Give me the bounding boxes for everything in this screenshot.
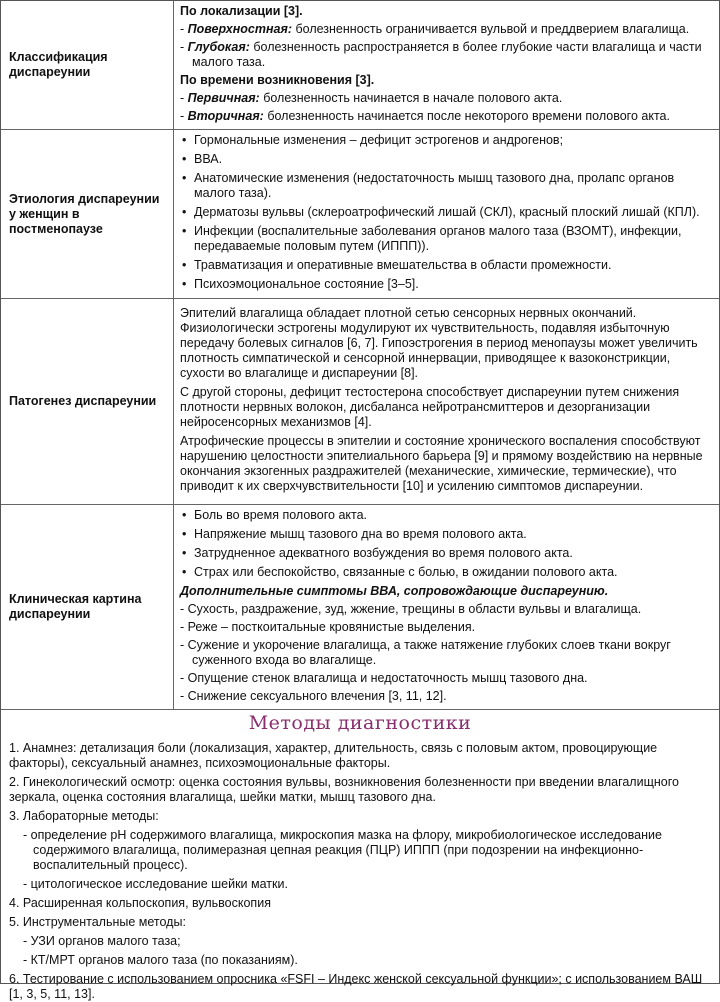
methods-subitem: - КТ/МРТ органов малого таза (по показаниям).	[23, 953, 298, 967]
methods-subitem: - цитологическое исследование шейки матки.	[23, 877, 288, 891]
row-label-etiology: Этиология диспареунии у женщин в постменопаузе	[1, 130, 174, 299]
methods-subitem: - определение pH содержимого влагалища, микроскопия мазка на флору, микробиологическое исследование содержимого влагалища, полимеразная цепная реакция (ПЦР) ИППП (при подозрении на инфекционно-воспалительный процесс).	[23, 828, 662, 872]
row-pathogenesis	[1, 299, 719, 505]
methods-item: 5. Инструментальные методы:	[9, 915, 186, 929]
row-classification	[1, 1, 719, 130]
list-item: • Боль во время полового акта.	[180, 508, 713, 523]
list-item: - Поверхностная: болезненность ограничивается вульвой и преддверием влагалища.	[180, 22, 690, 36]
methods-item: 3. Лабораторные методы:	[9, 809, 159, 823]
row-etiology	[1, 130, 719, 299]
row-content-clinical	[174, 505, 720, 710]
methods-item: 4. Расширенная кольпоскопия, вульвоскопия	[9, 896, 271, 910]
list-item: - Реже – посткоитальные кровянистые выделения.	[180, 620, 476, 634]
row-clinical-picture	[1, 505, 719, 710]
methods-item: 6. Тестирование с использованием опросника «FSFI – Индекс женской сексуальной функции»; с использованием ВАШ [1, 3, 5, 11, 13].	[9, 972, 703, 1001]
list-item: - Опущение стенок влагалища и недостаточность мышц тазового дна.	[180, 671, 588, 685]
methods-subitem: - УЗИ органов малого таза;	[23, 934, 181, 948]
list-item: • Затрудненное адекватного возбуждения во время полового акта.	[180, 546, 713, 561]
row-content-classification	[174, 1, 720, 130]
methods-section	[1, 710, 719, 1002]
row-label-clinical: Клиническая картина диспареунии	[1, 505, 174, 710]
methods-item: 1. Анамнез: детализация боли (локализация, характер, длительность, связь с половым актом, провоцирующие факторы), сексуальный анамнез, психоэмоциональные факторы.	[9, 741, 658, 770]
list-item: - Сухость, раздражение, зуд, жжение, трещины в области вульвы и влагалища.	[180, 602, 642, 616]
list-item: • Гормональные изменения – дефицит эстрогенов и андрогенов;	[180, 133, 713, 148]
list-item: - Глубокая: болезненность распространяется в более глубокие части влагалища и части малого таза.	[180, 40, 702, 69]
paragraph: С другой стороны, дефицит тестостерона способствует диспареунии путем снижения плотности нервных волокон, дисбаланса нейротрансмиттеров и дезорганизации нейросенсорных механизмов [4].	[180, 385, 680, 429]
methods-item: 2. Гинекологический осмотр: оценка состояния вульвы, возникновения болезненности при введении влагалищного зеркала, оценка состояния влагалища, шейки матки, мышц тазового дна.	[9, 775, 679, 804]
paragraph: Эпителий влагалища обладает плотной сетью сенсорных нервных окончаний. Физиологически эстрогены модулируют их чувствительность, подавляя избыточную передачу болевых сигналов [6, 7]. Гипоэстрогения в период менопаузы может увеличить плотность симпатической и сенсорной иннервации, приводящее к вазоконстрикции, сухости во влагалище и диспареунии [8].	[180, 306, 698, 380]
list-item: • Напряжение мышц тазового дна во время полового акта.	[180, 527, 713, 542]
list-item: - Снижение сексуального влечения [3, 11, 12].	[180, 689, 447, 703]
list-item: • Анатомические изменения (недостаточность мышц тазового дна, пролапс органов малого таза).	[180, 171, 713, 201]
row-label-pathogenesis: Патогенез диспареунии	[1, 299, 174, 505]
subheading-localization: По локализации [3].	[180, 4, 303, 18]
list-item: • ВВА.	[180, 152, 713, 167]
list-item: • Травматизация и оперативные вмешательства в области промежности.	[180, 258, 713, 273]
row-label-classification: Классификация диспареунии	[1, 1, 174, 130]
paragraph: Атрофические процессы в эпителии и состояние хронического воспаления способствуют нарушению целостности эпителиального барьера [9] и прямому воздействию на нервные окончания экзогенных раздражителей (механические, химические, термические), что приводит к их сверхчувствительности [10] и усилению симптомов диспареунии.	[180, 434, 703, 493]
list-item: - Первичная: болезненность начинается в начале полового акта.	[180, 91, 563, 105]
list-item: - Вторичная: болезненность начинается после некоторого времени полового акта.	[180, 109, 670, 123]
list-item: • Инфекции (воспалительные заболевания органов малого таза (ВЗОМТ), инфекции, передаваемые половым путем (ИППП)).	[180, 224, 713, 254]
list-item: - Сужение и укорочение влагалища, а также натяжение глубоких слоев ткани вокруг суженного входа во влагалище.	[180, 638, 671, 667]
list-item: • Дерматозы вульвы (склероатрофический лишай (СКЛ), красный плоский лишай (КПЛ).	[180, 205, 713, 220]
subheading-onset: По времени возникновения [3].	[180, 73, 375, 87]
list-item: • Психоэмоциональное состояние [3–5].	[180, 277, 713, 292]
row-content-pathogenesis	[174, 299, 720, 505]
summary-table	[1, 1, 719, 710]
methods-title: Методы диагностики	[248, 712, 472, 734]
list-item: • Страх или беспокойство, связанные с болью, в ожидании полового акта.	[180, 565, 713, 580]
row-content-etiology	[174, 130, 720, 299]
subheading-additional-symptoms: Дополнительные симптомы ВВА, сопровождающие диспареунию.	[180, 584, 609, 598]
